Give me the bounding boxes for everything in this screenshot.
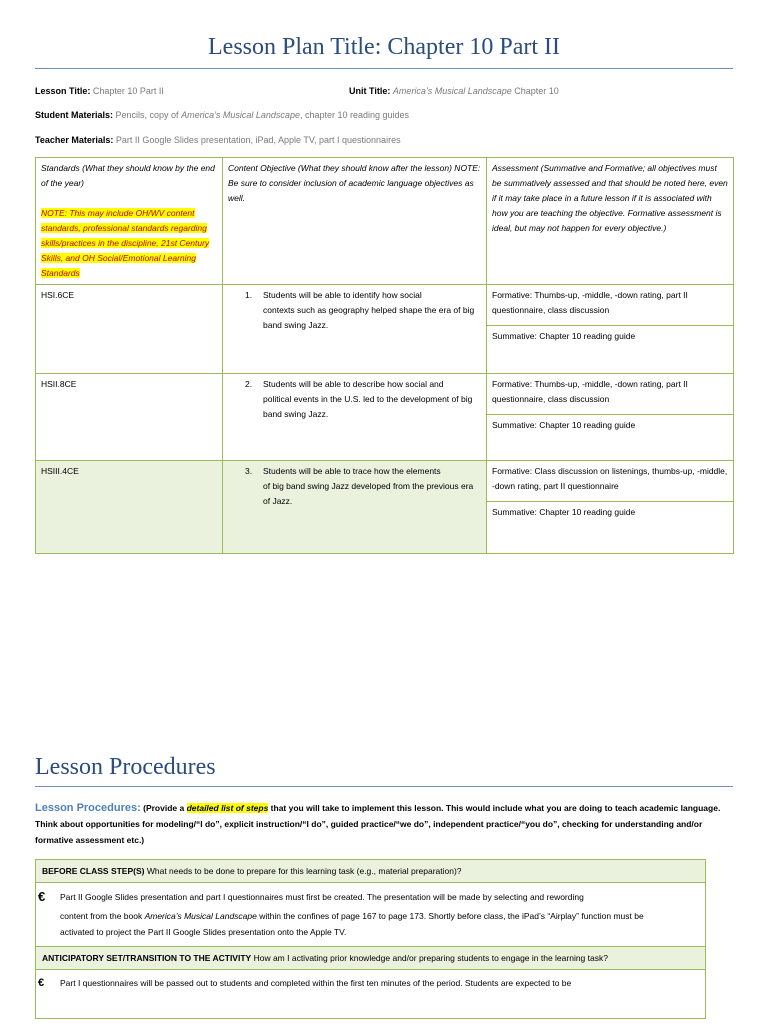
objective-cell	[223, 285, 487, 374]
lesson-title-line	[35, 85, 164, 97]
before-class-content	[36, 883, 706, 947]
standards-header-cell	[36, 158, 223, 285]
procedures-intro-pre: (Provide a	[140, 803, 187, 813]
before-item-post: within the confines of page 167 to page 173. Shortly before class, the iPad’s “Airplay” function must be activated to project the Part II Google Slides presentation onto the Apple TV.	[60, 911, 644, 937]
procedures-table	[35, 859, 706, 1019]
standards-table	[35, 157, 734, 554]
table-row	[36, 883, 706, 947]
procedures-divider	[35, 786, 733, 787]
procedures-intro	[35, 800, 733, 848]
before-class-header	[36, 860, 706, 883]
before-item-pre: content from the book	[60, 911, 145, 921]
teacher-materials-line	[35, 134, 401, 146]
summative-assessment: Summative: Chapter 10 reading guide	[492, 507, 636, 517]
objective-number: 2.	[245, 379, 253, 389]
assessment-header: Assessment (Summative and Formative; all objectives must be summatively assessed and that should be noted here, even if it may take place in a future lesson if it is associated with how you are teaching the objective. Formative assessment is ideal, but may not happen for every objective.)	[487, 158, 734, 285]
title-divider	[35, 68, 733, 69]
procedures-intro-post: that you will take to implement this lesson. This would include what you are doing to teach academic language. Think about opportunities for modeling/“I do”, explicit instruction/“I do”, guided practice/“we do”, independent practice/“you do”, checking for understanding and/or formative assessment etc.)	[35, 803, 721, 845]
bullet-icon: €	[38, 977, 45, 989]
objective-number: 1.	[245, 290, 253, 300]
assessment-cell	[487, 285, 734, 374]
unit-title-italic: America’s Musical Landscape	[392, 86, 512, 96]
standard-cell: HSI.6CE	[36, 285, 223, 374]
teacher-materials-label: Teacher Materials:	[35, 135, 114, 145]
content-objective-header: Content Objective (What they should know after the lesson) NOTE: Be sure to consider inclusion of academic language objectives as well.	[223, 158, 487, 285]
procedures-heading: Lesson Procedures	[35, 754, 216, 780]
before-item-book: America’s Musical Landscape	[144, 911, 257, 921]
objective-rest: of big band swing Jazz developed from the previous era of Jazz.	[263, 481, 474, 506]
before-class-label: BEFORE CLASS STEP(S)	[42, 866, 145, 876]
procedures-intro-label: Lesson Procedures:	[35, 802, 141, 814]
page-title: Lesson Plan Title: Chapter 10 Part II	[208, 34, 560, 60]
anticipatory-item: Part I questionnaires will be passed out to students and completed within the first ten minutes of the period. Students are expected to be	[60, 978, 572, 988]
objective-cell	[223, 374, 487, 461]
standards-table-header	[36, 158, 734, 285]
student-materials-post: , chapter 10 reading guides	[299, 110, 410, 120]
table-row	[36, 860, 706, 883]
table-row	[36, 461, 734, 554]
lesson-title-value: Chapter 10 Part II	[92, 86, 164, 96]
unit-title-label: Unit Title:	[349, 86, 391, 96]
student-materials-book: America’s Musical Landscape	[181, 110, 300, 120]
objective-first-line: Students will be able to trace how the elements	[263, 466, 441, 476]
standard-cell: HSIII.4CE	[36, 461, 223, 554]
assessment-cell	[487, 461, 734, 554]
standards-header-text: Standards (What they should know by the end of the year)	[41, 163, 215, 188]
table-row	[36, 947, 706, 970]
anticipatory-content	[36, 970, 706, 1019]
unit-title-line	[349, 85, 559, 97]
table-row	[36, 374, 734, 461]
table-row	[36, 970, 706, 1019]
summative-assessment: Summative: Chapter 10 reading guide	[492, 420, 636, 430]
objective-rest: political events in the U.S. led to the development of big band swing Jazz.	[263, 394, 473, 419]
formative-assessment: Formative: Thumbs-up, -middle, -down rating, part II questionnaire, class discussion	[487, 285, 733, 326]
table-row	[36, 285, 734, 374]
student-materials-label: Student Materials:	[35, 110, 114, 120]
teacher-materials-value: Part II Google Slides presentation, iPad, Apple TV, part I questionnaires	[115, 135, 401, 145]
procedures-intro-highlight: detailed list of steps	[186, 803, 269, 813]
objective-number: 3.	[245, 466, 253, 476]
anticipatory-question: How am I activating prior knowledge and/or preparing students to engage in the learning task?	[251, 953, 608, 963]
before-class-question: What needs to be done to prepare for this learning task (e.g., material preparation)?	[144, 866, 462, 876]
objective-first-line: Students will be able to identify how social	[263, 290, 422, 300]
bullet-icon: €	[38, 889, 46, 904]
lesson-title-label: Lesson Title:	[35, 86, 91, 96]
student-materials-pre: Pencils, copy of	[115, 110, 182, 120]
standards-note: NOTE: This may include OH/WV content standards, professional standards regarding skills/practices in the discipline, 21st Century Skills, and OH Social/Emotional Learning Standards	[41, 208, 210, 278]
unit-title-rest: Chapter 10	[511, 86, 559, 96]
objective-cell	[223, 461, 487, 554]
assessment-cell	[487, 374, 734, 461]
before-item-line1: Part II Google Slides presentation and part I questionnaires must first be created. The presentation will be made by selecting and rewording	[60, 892, 584, 902]
student-materials-line	[35, 109, 409, 121]
summative-assessment: Summative: Chapter 10 reading guide	[492, 331, 636, 341]
formative-assessment: Formative: Thumbs-up, -middle, -down rating, part II questionnaire, class discussion	[487, 374, 733, 415]
standard-cell: HSII.8CE	[36, 374, 223, 461]
anticipatory-header	[36, 947, 706, 970]
objective-first-line: Students will be able to describe how social and	[263, 379, 444, 389]
anticipatory-label: ANTICIPATORY SET/TRANSITION TO THE ACTIVITY	[42, 953, 252, 963]
objective-rest: contexts such as geography helped shape the era of big band swing Jazz.	[263, 305, 475, 330]
formative-assessment: Formative: Class discussion on listenings, thumbs-up, -middle, -down rating, part II questionnaire	[487, 461, 733, 502]
